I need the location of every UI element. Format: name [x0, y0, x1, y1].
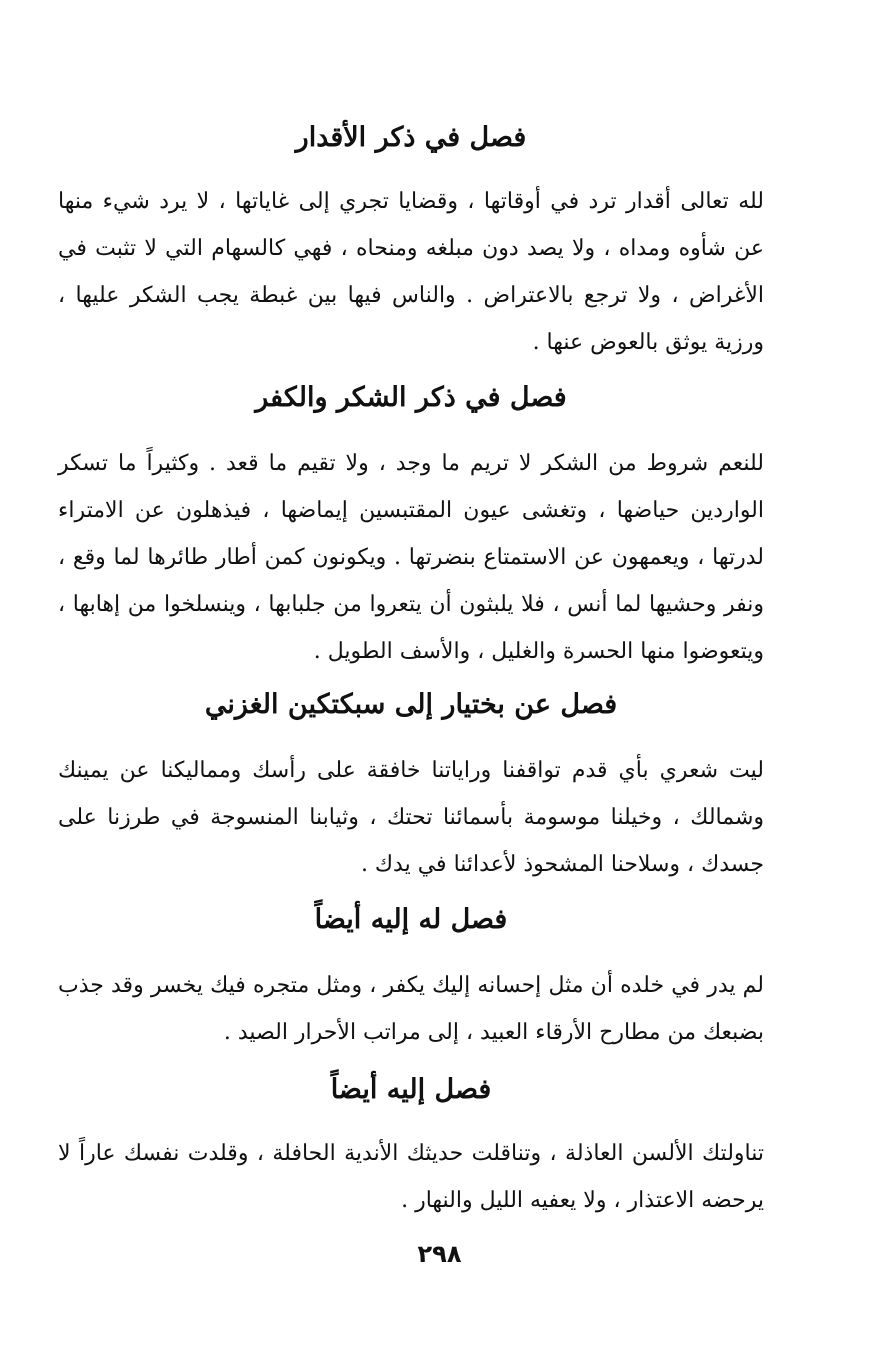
section-paragraph: ليت شعري بأي قدم تواقفنا وراياتنا خافقة على رأسك ومماليكنا عن يمينك وشمالك ، وخيلنا موسومة بأسمائنا تحتك ، وثيابنا المنسوجة في طرزنا على جسدك ، وسلاحنا المشحوذ لأعدائنا في يدك . [58, 758, 764, 877]
section-heading: فصل في ذكر الأقدار [295, 122, 527, 153]
section-heading: فصل عن بختيار إلى سبكتكين الغزني [204, 689, 618, 720]
section-heading: فصل له إليه أيضاً [314, 904, 508, 935]
section-paragraph: لله تعالى أقدار ترد في أوقاتها ، وقضايا تجري إلى غاياتها ، لا يرد شيء منها عن شأوه ومداه ، ولا يصد دون مبلغه ومنحاه ، فهي كالسهام التي لا تثبت في الأغراض ، ولا ترجع بالاعتراض . والناس فيها بين غبطة يجب الشكر عليها ، ورزية يوثق بالعوض عنها . [58, 189, 764, 355]
section-heading: فصل إليه أيضاً [330, 1074, 492, 1105]
section-paragraph: للنعم شروط من الشكر لا تريم ما وجد ، ولا تقيم ما قعد . وكثيراً ما تسكر الواردين حياضها ، وتغشى عيون المقتبسين إيماضها ، فيذهلون عن الامتراء لدرتها ، ويعمهون عن الاستمتاع بنضرتها . ويكونون كمن أطار طائرها لما وقع ، ونفر وحشيها لما أنس ، فلا يلبثون أن يتعروا من جلبابها ، وينسلخوا من إهابها ، ويتعوضوا منها الحسرة والغليل ، والأسف الطويل . [58, 451, 764, 664]
section-heading: فصل في ذكر الشكر والكفر [255, 382, 567, 413]
page-content [58, 118, 764, 1224]
page-number: ٢٩٨ [417, 1240, 462, 1268]
section-paragraph: لم يدر في خلده أن مثل إحسانه إليك يكفر ، ومثل متجره فيك يخسر وقد جذب بضبعك من مطارح الأرقاء العبيد ، إلى مراتب الأحرار الصيد . [58, 973, 764, 1045]
section-paragraph: تناولتك الألسن العاذلة ، وتناقلت حديثك الأندية الحافلة ، وقلدت نفسك عاراً لا يرحضه الاعتذار ، ولا يعفيه الليل والنهار . [58, 1141, 764, 1213]
